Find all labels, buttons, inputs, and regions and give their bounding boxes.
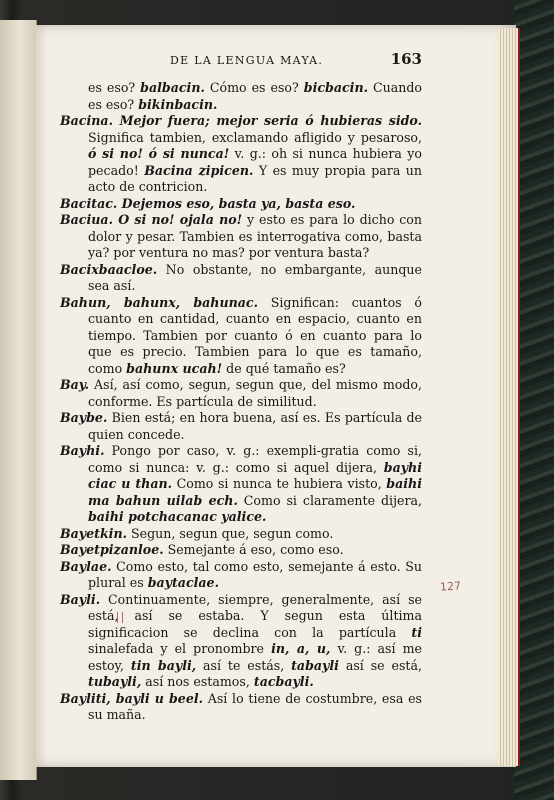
definition-text: No obstante, no embargante, aunque sea así. — [88, 261, 422, 293]
page-stack-edge — [498, 28, 520, 766]
headword: Bayli. — [60, 591, 101, 607]
maya-term: baihi ma bahun uilab ech. — [88, 476, 422, 508]
definition-text: Semejante á eso, como eso. — [163, 542, 344, 557]
headword: Baylae. — [60, 558, 112, 574]
definition-text: sinalefada y el pronombre — [88, 641, 272, 656]
dictionary-entry-baciua — [60, 212, 422, 262]
definition-text: v. g.: así me estoy, — [88, 641, 423, 673]
definition-text: Segun, segun que, segun como. — [127, 525, 334, 541]
page-number: 163 — [390, 50, 422, 68]
dictionary-entry-cont — [60, 80, 422, 113]
definition-text: Como esto, tal como esto, semejante á esto. Su plural es — [88, 558, 422, 590]
maya-term: bicbacin. — [303, 80, 368, 95]
margin-note: 127 — [439, 579, 462, 594]
dictionary-entry-bayetpizanloe — [60, 542, 422, 559]
definition-text: Así, así como, segun, segun que, del mismo modo, conforme. Es partícula de similitud. — [88, 377, 422, 409]
maya-term: Bacina zipicen. — [144, 162, 254, 178]
dictionary-entry-bayliti — [60, 691, 422, 724]
previous-page-edge — [0, 20, 37, 780]
headword: Bayhi. — [60, 443, 105, 458]
running-title: DE LA LENGUA MAYA. — [170, 54, 324, 67]
headword: Bayetkin. — [60, 525, 128, 541]
maya-term: Dejemos eso, basta ya, basta eso. — [117, 195, 356, 211]
running-header — [60, 50, 422, 70]
definition-text: Continuamente, siempre, generalmente, así se está, así se estaba. Y segun esta última significacion se declina con la partícula — [88, 591, 422, 640]
definition-text: Así lo tiene de costumbre, esa es su maña. — [88, 690, 422, 722]
definition-text: y esto es para lo dicho con dolor y pesar. Tambien es interrogativa como, basta ya? por ventura no mas? por ventura basta? — [88, 212, 422, 260]
definition-text: Como si nunca te hubiera visto, — [172, 476, 387, 491]
definition-text: Bien está; en hora buena, así es. Es partícula de quien concede. — [88, 410, 422, 442]
maya-term: tin bayli, — [130, 657, 197, 673]
definition-text: así nos estamos, — [141, 674, 254, 689]
definition-text: v. g.: oh si nunca hubiera yo pecado! — [88, 146, 422, 178]
dictionary-entry-bayhi — [60, 443, 422, 526]
definition-text: Pongo por caso, v. g.: exempli-gratia como si, como si nunca: v. g.: como si aquel dijera, — [88, 443, 422, 475]
pencil-mark — [117, 612, 123, 623]
headword: Bayetpizanloe. — [60, 542, 164, 557]
maya-term: in, a, u, — [271, 641, 331, 656]
maya-term: bikinbacin. — [138, 96, 218, 112]
dictionary-entries — [60, 80, 422, 724]
maya-term: bayhi ciac u than. — [88, 459, 422, 491]
headword: Bacixbaacloe. — [60, 261, 158, 277]
maya-term: O si no! ojala no! — [112, 212, 243, 227]
dictionary-entry-bacina — [60, 113, 422, 196]
book-cover-marbled — [514, 0, 554, 800]
definition-text: de qué tamaño es? — [222, 360, 346, 376]
maya-term: tabayli — [291, 657, 339, 673]
maya-term: baihi potchacanac yalice. — [88, 509, 267, 524]
definition-text: Significa tambien, exclamando afligido y pesaroso, — [88, 129, 422, 145]
dictionary-entry-baylae — [60, 559, 422, 592]
definition-text: Como si claramente dijera, — [237, 492, 422, 508]
definition-text: Significan: cuantos ó cuanto en cantidad, cuanto en espacio, cuanto en tiempo. Tambien por cuanto ó en cuanto para lo que es precio. Tambien para lo que es tamaño, como — [88, 294, 422, 376]
headword: Bayliti, bayli u beel. — [60, 690, 204, 706]
definition-text: Cuando es eso? — [88, 80, 422, 112]
definition-text: así se está, — [338, 657, 422, 673]
maya-term: tacbayli. — [253, 674, 314, 689]
headword: Bacina. — [60, 113, 113, 128]
headword: Baciua. — [60, 212, 113, 227]
maya-term: tubayli, — [88, 674, 142, 689]
definition-text: así te estás, — [196, 657, 292, 673]
maya-term: ó si no! ó si nunca! — [88, 146, 230, 161]
maya-term: Mejor fuera; mejor seria ó hubieras sido. — [112, 113, 422, 128]
dictionary-entry-bayli — [60, 592, 422, 691]
headword: Bay. — [60, 377, 90, 392]
dictionary-entry-bahun — [60, 295, 422, 378]
definition-text: Cómo es eso? — [204, 80, 304, 95]
maya-term: baytaclae. — [147, 575, 219, 590]
dictionary-entry-bacitac — [60, 196, 422, 213]
dictionary-entry-bayetkin — [60, 526, 422, 543]
dictionary-entry-baybe — [60, 410, 422, 443]
maya-term: ti — [411, 624, 422, 640]
maya-term: balbacin. — [140, 80, 205, 95]
definition-text: es eso? — [88, 80, 141, 95]
dictionary-entry-bacixbaacloe — [60, 262, 422, 295]
definition-text: Y es muy propia para un acto de contricion. — [88, 162, 422, 194]
dictionary-entry-bay — [60, 377, 422, 410]
headword: Baybe. — [60, 410, 108, 425]
headword: Bahun, bahunx, bahunac. — [60, 294, 258, 310]
maya-term: bahunx ucah! — [126, 360, 223, 376]
headword: Bacitac. — [60, 195, 118, 211]
